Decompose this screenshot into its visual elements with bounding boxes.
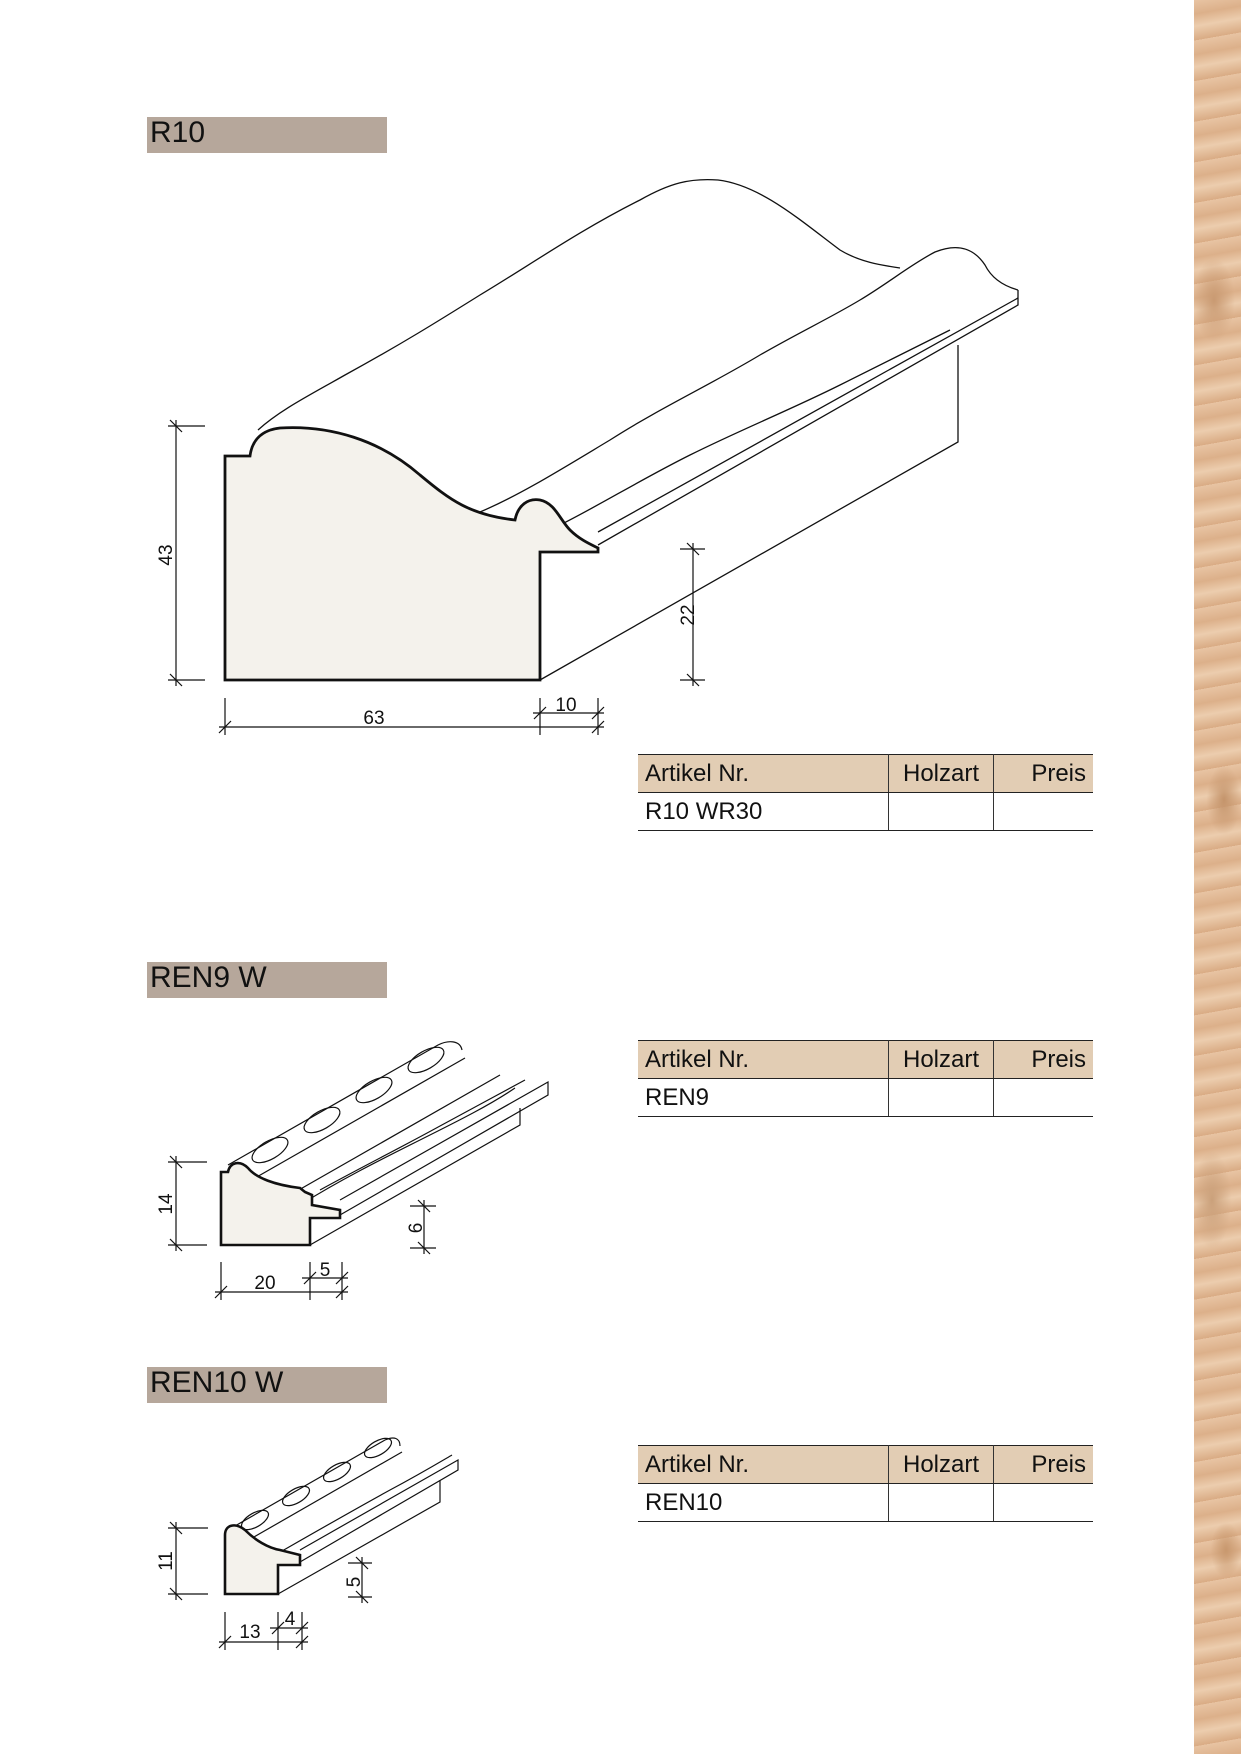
table-row bbox=[638, 1484, 1093, 1522]
wood-texture-strip bbox=[1194, 0, 1241, 1754]
dimension-rebate-depth: 5 bbox=[344, 1576, 365, 1588]
dimension-width: 20 bbox=[254, 1273, 276, 1294]
cell-preis bbox=[994, 1484, 1094, 1522]
cell-preis bbox=[994, 1079, 1094, 1117]
table-row bbox=[638, 793, 1093, 831]
article-table-r10 bbox=[638, 754, 1093, 831]
dimension-rebate-width: 4 bbox=[284, 1609, 296, 1630]
cell-preis bbox=[994, 793, 1094, 831]
section-title-ren9w: REN9 W bbox=[150, 961, 267, 994]
dimension-rebate-depth: 6 bbox=[406, 1222, 427, 1234]
header-preis: Preis bbox=[994, 1446, 1094, 1484]
dimension-width: 63 bbox=[363, 708, 385, 729]
header-preis: Preis bbox=[994, 1041, 1094, 1079]
section-title-ren10w: REN10 W bbox=[150, 1366, 284, 1399]
header-holzart: Holzart bbox=[889, 1446, 994, 1484]
dimension-width: 13 bbox=[239, 1622, 261, 1643]
header-holzart: Holzart bbox=[889, 1041, 994, 1079]
section-title-r10: R10 bbox=[150, 116, 206, 149]
header-artikel-nr: Artikel Nr. bbox=[638, 755, 889, 793]
header-artikel-nr: Artikel Nr. bbox=[638, 1041, 889, 1079]
table-row bbox=[638, 1079, 1093, 1117]
cell-holzart bbox=[889, 1079, 994, 1117]
dimension-rebate-width: 5 bbox=[319, 1260, 331, 1281]
cell-artikel-nr: REN10 bbox=[638, 1484, 889, 1522]
cell-artikel-nr: REN9 bbox=[638, 1079, 889, 1117]
header-holzart: Holzart bbox=[889, 755, 994, 793]
dimension-rebate-width: 10 bbox=[555, 695, 577, 716]
header-preis: Preis bbox=[994, 755, 1094, 793]
header-artikel-nr: Artikel Nr. bbox=[638, 1446, 889, 1484]
cell-holzart bbox=[889, 793, 994, 831]
article-table-ren9 bbox=[638, 1040, 1093, 1117]
dimension-rebate-depth: 22 bbox=[678, 604, 699, 626]
article-table-ren10 bbox=[638, 1445, 1093, 1522]
cell-artikel-nr: R10 WR30 bbox=[638, 793, 889, 831]
cell-holzart bbox=[889, 1484, 994, 1522]
dimension-height: 14 bbox=[156, 1193, 177, 1215]
dimension-height: 43 bbox=[156, 544, 177, 566]
dimension-height: 11 bbox=[156, 1551, 177, 1571]
